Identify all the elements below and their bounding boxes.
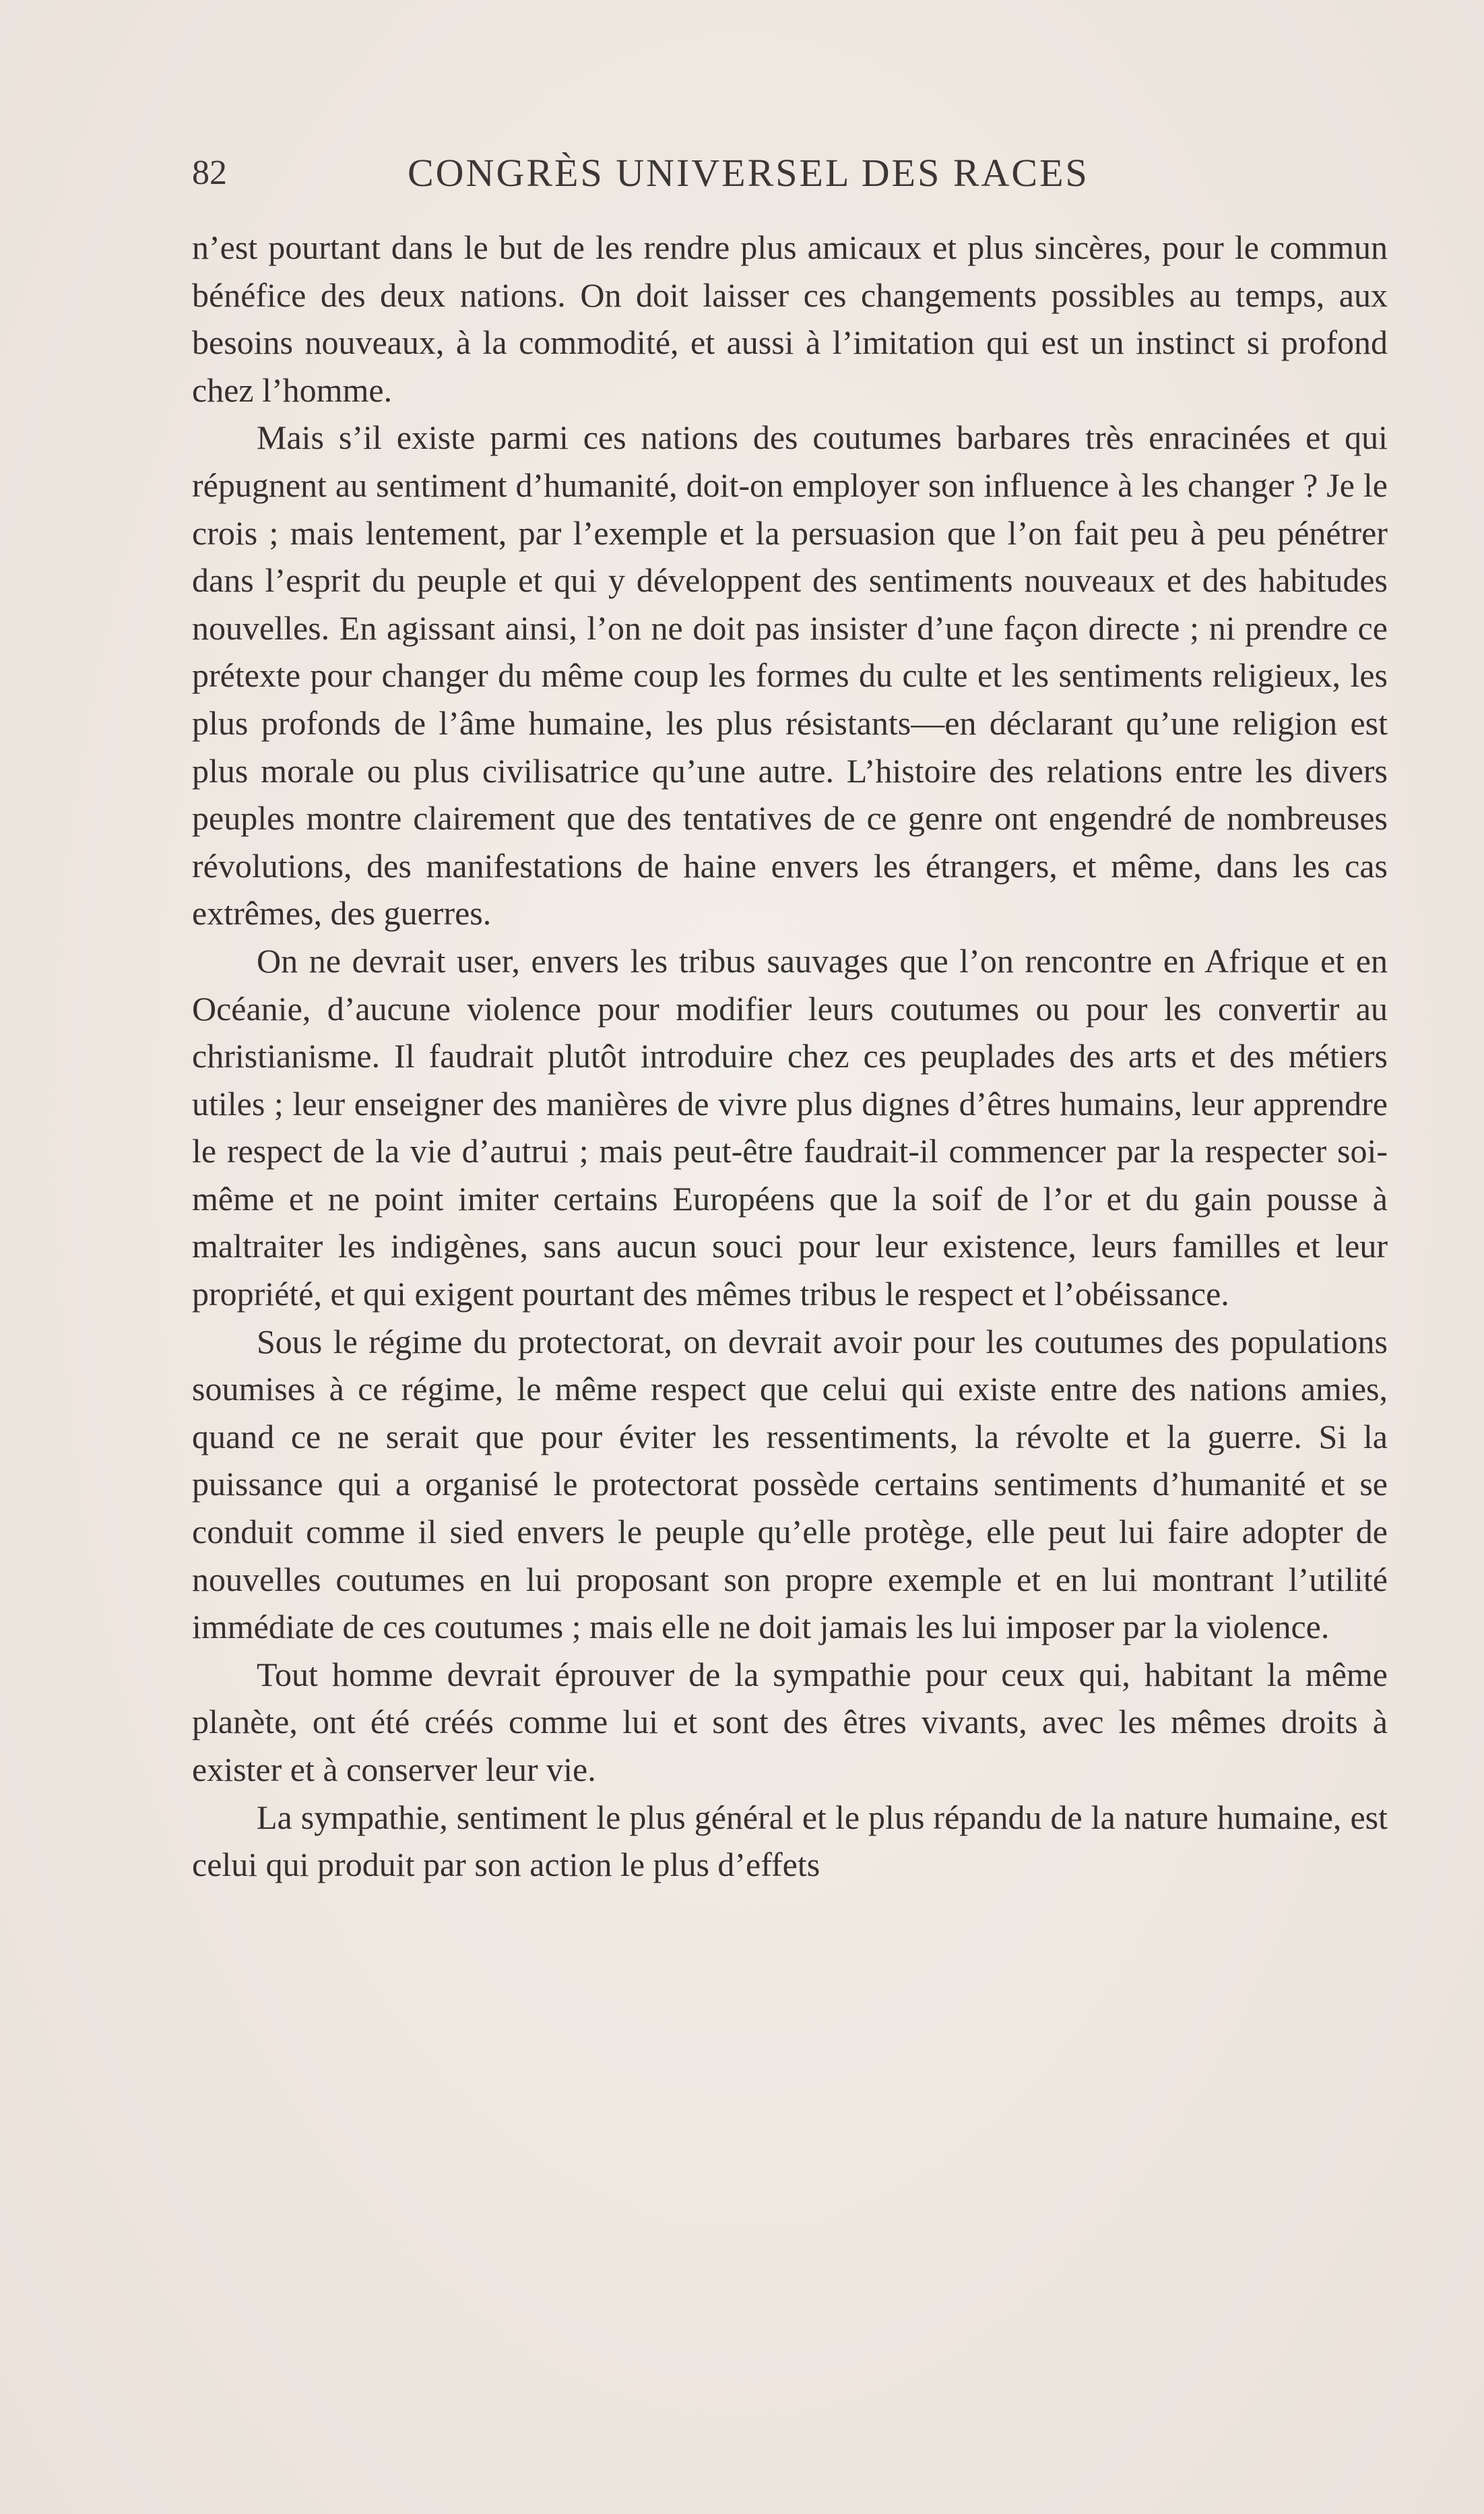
page-number: 82 [192,154,227,192]
page-header [192,150,1398,197]
paragraph: La sympathie, sentiment le plus général et le plus répandu de la nature humaine, est celui qui produit par son action le plus d’effets [192,1798,1388,1884]
paragraph: On ne devrait user, envers les tribus sauvages que l’on rencontre en Afrique et en Océanie, d’aucune violence pour modifier leurs coutumes ou pour les convertir au christianisme. Il faudrait plutôt introduire chez ces peuplades des arts et des métiers utiles ; leur enseigner des manières de vivre plus dignes d’êtres humains, leur apprendre le respect de la vie d’autrui ; mais peut-être faudrait-il commencer par la respecter soi-même et ne point imiter certains Européens que la soif de l’or et du gain pousse à maltraiter les indigènes, sans aucun souci pour leur existence, leurs familles et leur propriété, et qui exigent pourtant des mêmes tribus le respect et l’obéissance. [192,941,1388,1313]
paragraph: Tout homme devrait éprouver de la sympathie pour ceux qui, habitant la même planète, ont été créés comme lui et sont des êtres vivants, avec les mêmes droits à exister et à conserver leur vie. [192,1655,1388,1788]
body-text [192,224,1388,1889]
paragraph: Sous le régime du protectorat, on devrait avoir pour les coutumes des populations soumises à ce régime, le même respect que celui qui existe entre des nations amies, quand ce ne serait que pour éviter les ressentiments, la révolte et la guerre. Si la puissance qui a organisé le protectorat possède certains sentiments d’humanité et se conduit comme il sied envers le peuple qu’elle protège, elle peut lui faire adopter de nouvelles coutumes en lui proposant son propre exemple et en lui montrant l’utilité immédiate de ces coutumes ; mais elle ne doit jamais les lui imposer par la violence. [192,1322,1388,1646]
paragraph-continued: n’est pourtant dans le but de les rendre plus amicaux et plus sincères, pour le commun bénéfice des deux nations. On doit laisser ces changements possibles au temps, aux besoins nouveaux, à la commodité, et aussi à l’imitation qui est un instinct si profond chez l’homme. [192,228,1388,409]
paragraph: Mais s’il existe parmi ces nations des coutumes barbares très enracinées et qui répugnent au sentiment d’humanité, doit-on employer son influence à les changer ? Je le crois ; mais lentement, par l’exemple et la persuasion que l’on fait peu à peu pénétrer dans l’esprit du peuple et qui y développent des sentiments nouveaux et des habitudes nouvelles. En agissant ainsi, l’on ne doit pas insister d’une façon directe ; ni prendre ce prétexte pour changer du même coup les formes du culte et les sentiments religieux, les plus profonds de l’âme humaine, les plus résistants—en déclarant qu’une religion est plus morale ou plus civilisatrice qu’une autre. L’histoire des relations entre les divers peuples montre clairement que des tentatives de ce genre ont engendré de nombreuses révolutions, des manifestations de haine envers les étrangers, et même, dans les cas extrêmes, des guerres. [192,418,1388,933]
running-title: CONGRÈS UNIVERSEL DES RACES [408,151,1089,195]
